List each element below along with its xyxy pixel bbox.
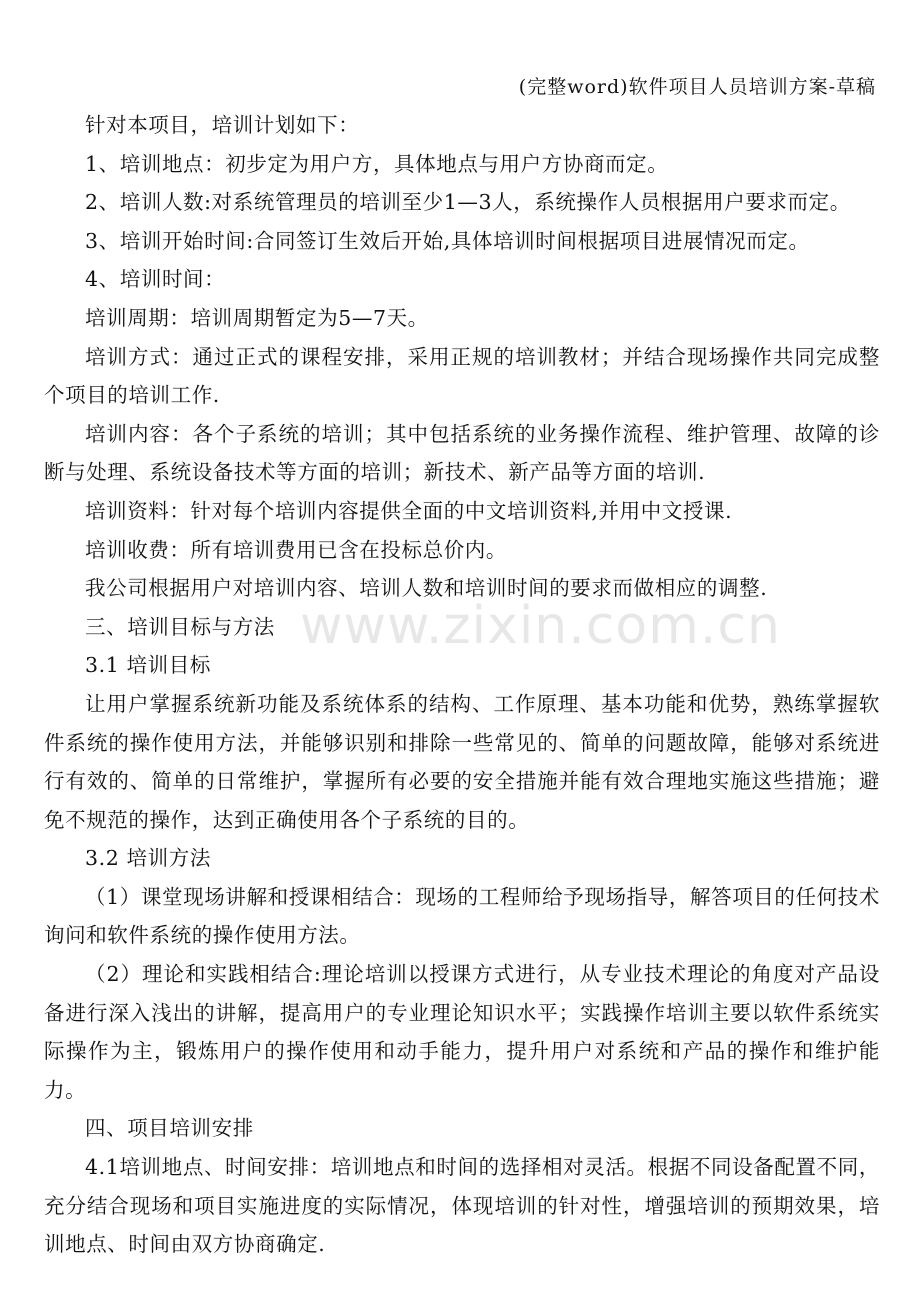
document-header-title: (完整word)软件项目人员培训方案-草稿 — [518, 76, 876, 98]
paragraph-materials: 培训资料：针对每个培训内容提供全面的中文培训资料,并用中文授课. — [85, 498, 733, 523]
paragraph-method: 培训方式：通过正式的课程安排，采用正规的培训教材；并结合现场操作共同完成整个项目的培训工作. — [44, 344, 880, 408]
paragraph-start-time: 3、培训开始时间:合同签订生效后开始,具体培训时间根据项目进展情况而定。 — [85, 228, 810, 253]
paragraph-training-time: 4、培训时间： — [85, 267, 226, 292]
paragraph-method-2: （2）理论和实践相结合:理论培训以授课方式进行，从专业技术理论的角度对产品设备进行深入浅出的讲解，提高用户的专业理论知识水平；实践操作培训主要以软件系统实际操作为主，锻炼用户的操作使用和动手能力，提升用户对系统和产品的操作和维护能力。 — [44, 962, 880, 1102]
paragraph-intro: 针对本项目，培训计划如下： — [85, 113, 360, 137]
watermark-text: www.zixin.com.cn — [300, 596, 781, 656]
subsection-heading-methods: 3.2 培训方法 — [85, 846, 211, 871]
paragraph-fees: 培训收费：所有培训费用已含在投标总价内。 — [85, 537, 507, 562]
section-heading-arrangement: 四、项目培训安排 — [85, 1116, 254, 1141]
paragraph-adjustment: 我公司根据用户对培训内容、培训人数和培训时间的要求而做相应的调整. — [85, 576, 768, 601]
paragraph-goals: 让用户掌握系统新功能及系统体系的结构、工作原理、基本功能和优势，熟练掌握软件系统的操作使用方法，并能够识别和排除一些常见的、简单的问题故障，能够对系统进行有效的、简单的日常维护，掌握所有必要的安全措施并能有效合理地实施这些措施；避免不规范的操作，达到正确使用各个子系统的目的。 — [44, 691, 880, 832]
subsection-heading-goals: 3.1 培训目标 — [85, 653, 211, 678]
document-body — [44, 106, 880, 1264]
paragraph-headcount: 2、培训人数:对系统管理员的培训至少1—3人，系统操作人员根据用户要求而定。 — [85, 190, 851, 215]
paragraph-cycle: 培训周期：培训周期暂定为5—7天。 — [85, 305, 429, 330]
paragraph-location: 1、培训地点：初步定为用户方，具体地点与用户方协商而定。 — [85, 151, 669, 176]
paragraph-method-1: （1）课堂现场讲解和授课相结合：现场的工程师给予现场指导，解答项目的任何技术询问和软件系统的操作使用方法。 — [44, 884, 880, 948]
paragraph-arrangement: 4.1培训地点、时间安排：培训地点和时间的选择相对灵活。根据不同设备配置不同，充分结合现场和项目实施进度的实际情况，体现培训的针对性，增强培训的预期效果，培训地点、时间由双方协商确定. — [44, 1155, 880, 1257]
paragraph-content: 培训内容：各个子系统的培训；其中包括系统的业务操作流程、维护管理、故障的诊断与处理、系统设备技术等方面的培训；新技术、新产品等方面的培训. — [44, 421, 880, 485]
section-heading-goals-methods: 三、培训目标与方法 — [85, 614, 275, 639]
